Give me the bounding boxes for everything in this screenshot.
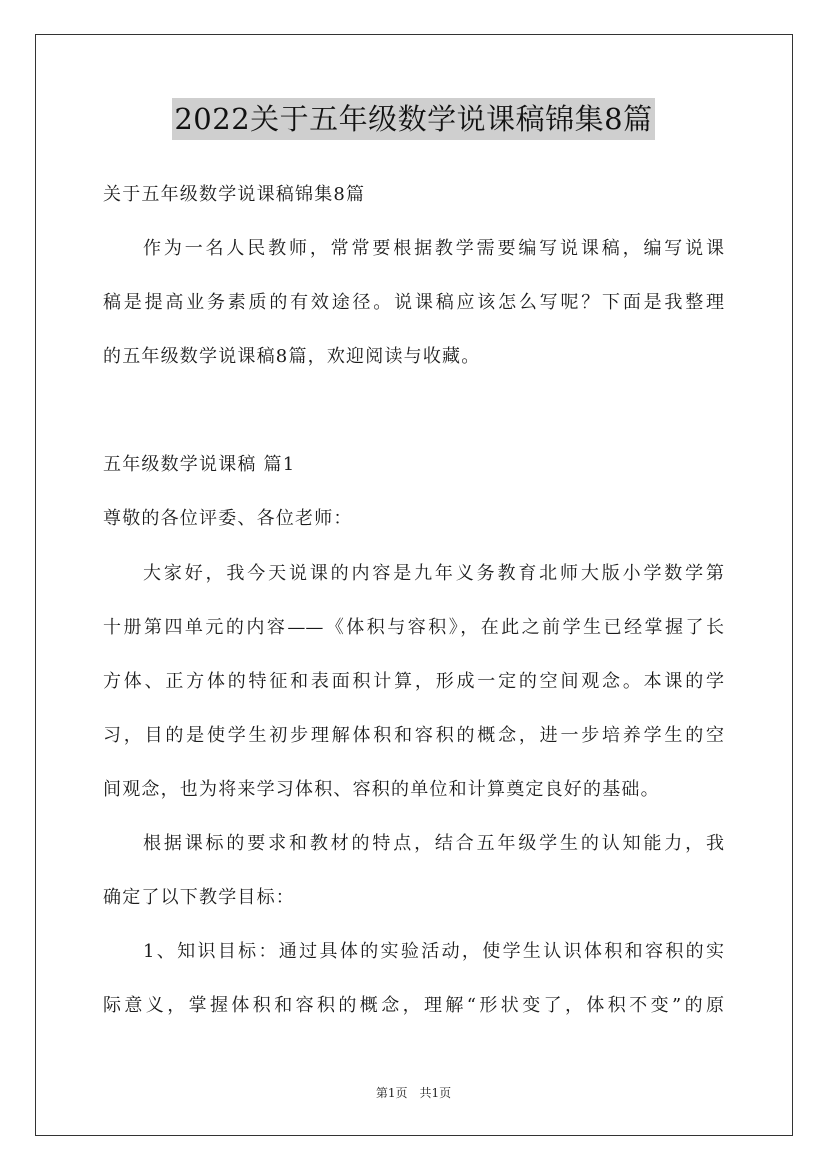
- para1-line-5: 间观念，也为将来学习体积、容积的单位和计算奠定良好的基础。: [103, 779, 660, 800]
- para3-line-1: 1、知识目标：通过具体的实验活动，使学生认识体积和容积的实: [143, 941, 724, 962]
- intro-line-2: 稿是提高业务素质的有效途径。说课稿应该怎么写呢？下面是我整理: [103, 292, 724, 313]
- para1-line-3: 方体、正方体的特征和表面积计算，形成一定的空间观念。本课的学: [103, 671, 724, 692]
- page-footer: 第1页 共1页: [375, 1086, 452, 1100]
- intro-line-3: 的五年级数学说课稿8篇，欢迎阅读与收藏。: [103, 346, 481, 367]
- para2-line-1: 根据课标的要求和教材的特点，结合五年级学生的认知能力，我: [143, 833, 724, 854]
- greeting: 尊敬的各位评委、各位老师：: [103, 508, 353, 529]
- para1-line-1: 大家好，我今天说课的内容是九年义务教育北师大版小学数学第: [143, 563, 724, 584]
- para2-line-2: 确定了以下教学目标：: [103, 887, 295, 908]
- section-heading: 五年级数学说课稿 篇1: [103, 454, 296, 475]
- document-title: 2022关于五年级数学说课稿锦集8篇: [172, 98, 654, 140]
- para3-line-2: 际意义，掌握体积和容积的概念，理解“形状变了，体积不变”的原: [103, 995, 724, 1016]
- title-container: [0, 98, 827, 140]
- intro-line-1: 作为一名人民教师，常常要根据教学需要编写说课稿，编写说课: [143, 238, 724, 259]
- subtitle: 关于五年级数学说课稿锦集8篇: [103, 184, 366, 205]
- para1-line-4: 习，目的是使学生初步理解体积和容积的概念，进一步培养学生的空: [103, 725, 724, 746]
- para1-line-2: 十册第四单元的内容——《体积与容积》，在此之前学生已经掌握了长: [103, 617, 724, 638]
